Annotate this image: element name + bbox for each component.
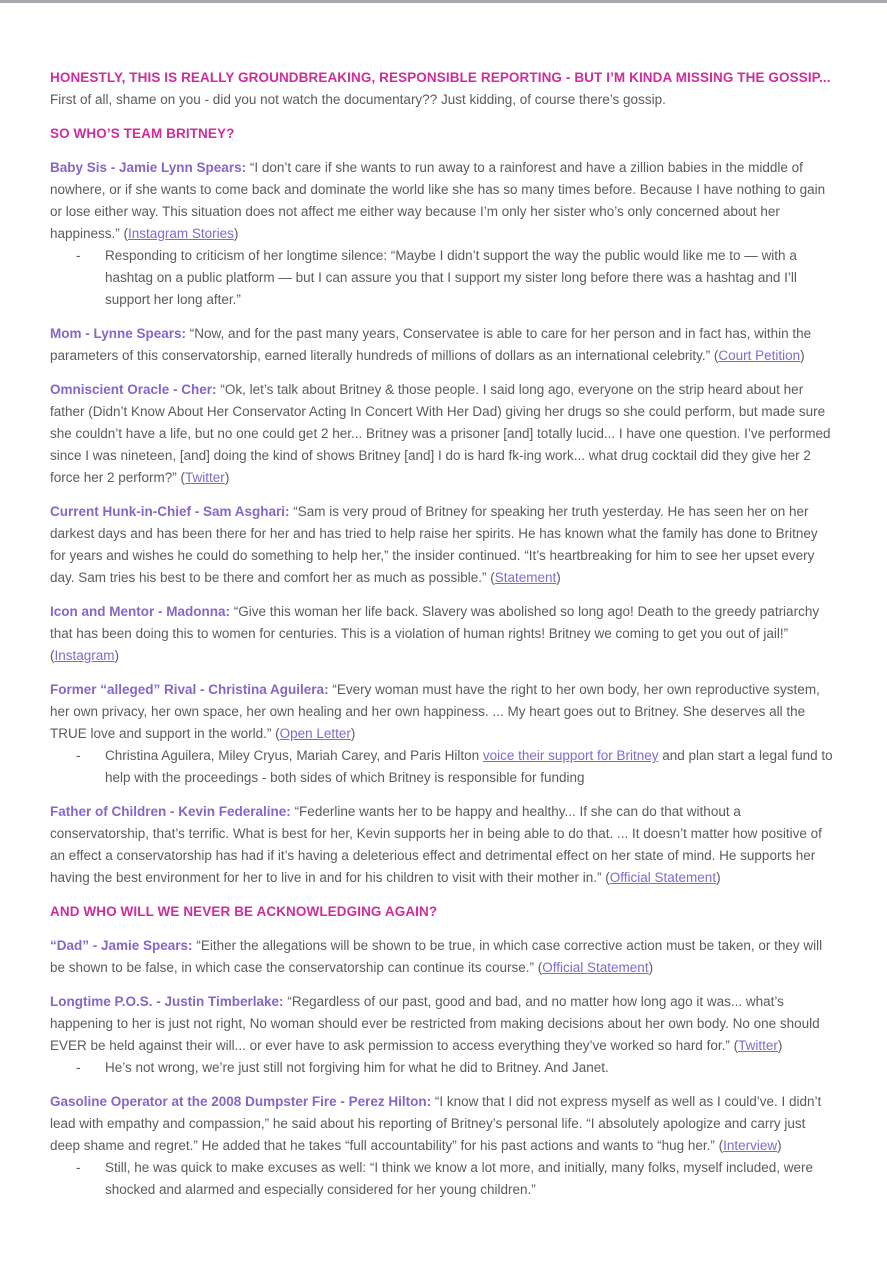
entry-cher	[50, 379, 837, 489]
quote-text: Responding to criticism of her longtime silence: “Maybe I didn’t support the way the public would like me to — with a hashtag on a public platform — but I can assure you that I support my sister long before there was a hashtag and I’ll support her long after.”	[105, 248, 797, 307]
entry-jamie-lynn-spears	[50, 157, 837, 311]
entry-label-jamie-lynn-spears: Baby Sis - Jamie Lynn Spears:	[50, 160, 247, 175]
quote-text: )	[777, 1138, 782, 1153]
quote-text: “I know that I did not express myself as well as I could’ve. I didn’t lead with empathy and compassion,” he said about his reporting of Britney’s personal life. “I absolutely apologize and carry just deep shame and regret.” He added that he takes “full accountability” for his past actions and wants to “hug her.” (	[50, 1094, 822, 1153]
entry-madonna	[50, 601, 837, 667]
entry-paragraph-justin-timberlake	[50, 991, 837, 1057]
entry-sam-asghari	[50, 501, 837, 589]
quote-text: )	[777, 1038, 783, 1053]
intro-text: First of all, shame on you - did you not watch the documentary?? Just kidding, of course there’s gossip.	[50, 92, 666, 107]
quote-text: “Now, and for the past many years, Conservatee is able to care for her person and in fact has, within the parameters of this conservatorship, earned literally hundreds of millions of dollars as an international celebrity.” (	[50, 326, 812, 363]
entry-label-kevin-federline: Father of Children - Kevin Federaline:	[50, 804, 291, 819]
jamie-lynn-spears-link[interactable]: Instagram Stories	[128, 226, 234, 241]
kevin-federline-link[interactable]: Official Statement	[609, 870, 717, 885]
quote-text: )	[350, 726, 356, 741]
quote-text: “Federline wants her to be happy and healthy... If she can do that without a conservatorship, that’s terrific. What is best for her, Kevin supports her in being able to do that. ... It doesn’t matter how positive of an effect a conservatorship has had if it’s having a deleterious effect and detrimental effect on her state of mind. He supports her having the best environment for her to live in and for his children to visit with their mother in.” (	[50, 804, 822, 885]
entry-label-lynne-spears: Mom - Lynne Spears:	[50, 326, 187, 341]
entry-paragraph-christina-aguilera	[50, 679, 837, 745]
quote-text: )	[800, 348, 805, 363]
bullet-justin-timberlake-1	[50, 1057, 837, 1079]
entry-perez-hilton	[50, 1091, 837, 1201]
quote-text: “Give this woman her life back. Slavery was abolished so long ago! Death to the greedy patriarchy that has been doing this to women for centuries. This is a violation of human rights! Britney we coming to get you out of jail!” (	[50, 604, 820, 663]
bullet-jamie-lynn-spears-1	[50, 245, 837, 311]
entry-christina-aguilera	[50, 679, 837, 789]
entry-label-jamie-spears: “Dad” - Jamie Spears:	[50, 938, 193, 953]
sam-asghari-link[interactable]: Statement	[494, 570, 557, 585]
quote-text: )	[114, 648, 120, 663]
entry-paragraph-kevin-federline	[50, 801, 837, 889]
bullet-perez-hilton-1	[50, 1157, 837, 1201]
intro-heading: HONESTLY, THIS IS REALLY GROUNDBREAKING, RESPONSIBLE REPORTING - BUT I’M KINDA MISSING THE GOSSIP...	[50, 70, 831, 85]
quote-text: and plan start a legal fund to help with the proceedings - both sides of which Britney is responsible for funding	[105, 748, 833, 785]
quote-text: “Every woman must have the right to her own body, her own reproductive system, her own privacy, her own space, her own healing and her own happiness. ... My heart goes out to Britney. She deserves all the TRUE love and support in the world.” (	[50, 682, 820, 741]
quote-text: Still, he was quick to make excuses as well: “I think we know a lot more, and initially, many folks, myself included, were shocked and alarmed and especially considered for her young children.”	[105, 1160, 814, 1197]
entry-paragraph-jamie-lynn-spears	[50, 157, 837, 245]
bullet-marker: -	[76, 1160, 81, 1175]
bullet-marker: -	[76, 248, 81, 263]
entry-lynne-spears	[50, 323, 837, 367]
quote-text: “Regardless of our past, good and bad, and no matter how long ago it was... what’s happening to her is just not right, No woman should ever be restricted from making decisions about her own body. No one should EVER be held against their will... or ever have to ask permission to access everything they’ve worked so hard for.” (	[50, 994, 820, 1053]
bullet-christina-aguilera-1	[50, 745, 837, 789]
bullet-marker: -	[76, 748, 81, 763]
quote-text: )	[233, 226, 239, 241]
madonna-link[interactable]: Instagram	[54, 648, 115, 663]
perez-hilton-link[interactable]: Interview	[723, 1138, 778, 1153]
quote-text: He’s not wrong, we’re just still not forgiving him for what he did to Britney. And Janet.	[105, 1060, 609, 1075]
group-heading-1: SO WHO’S TEAM BRITNEY?	[50, 126, 235, 141]
quote-text: )	[648, 960, 654, 975]
entry-paragraph-cher	[50, 379, 837, 489]
christina-aguilera-link[interactable]: Open Letter	[279, 726, 351, 741]
christina-aguilera-bullet-1-link[interactable]: voice their support for Britney	[482, 748, 659, 763]
entry-paragraph-lynne-spears	[50, 323, 837, 367]
cher-link[interactable]: Twitter	[185, 470, 225, 485]
quote-text: )	[716, 870, 721, 885]
quote-text: “Ok, let’s talk about Britney & those people. I said long ago, everyone on the strip heard about her father (Didn’t Know About Her Conservator Acting In Concert With Her Dad) giving her drugs so she could perform, but made sure she couldn’t have a life, but no one could get 2 her... Britney was a prisoner [and] totally lucid... I have one question. I’ve performed since I was nineteen, [and] doing the kind of shows Britney [and] I do is hard fk-ing work... what drug cocktail did they give her 2 force her 2 perform?” (	[50, 382, 831, 485]
entry-label-justin-timberlake: Longtime P.O.S. - Justin Timberlake:	[50, 994, 284, 1009]
entry-paragraph-perez-hilton	[50, 1091, 837, 1157]
entry-label-cher: Omniscient Oracle - Cher:	[50, 382, 217, 397]
entry-label-christina-aguilera: Former “alleged” Rival - Christina Aguilera:	[50, 682, 329, 697]
quote-text: )	[556, 570, 561, 585]
quote-text: “Sam is very proud of Britney for speaking her truth yesterday. He has seen her on her darkest days and has been there for her and has tried to help raise her spirits. He has known what the family has done to Britney for years and wishes he could do something to help her,” the insider continued. “It’s heartbreaking for him to see her upset every day. Sam tries his best to be there and comfort her as much as possible.” (	[50, 504, 818, 585]
entry-paragraph-jamie-spears	[50, 935, 837, 979]
quote-text: )	[224, 470, 230, 485]
lynne-spears-link[interactable]: Court Petition	[718, 348, 801, 363]
entry-label-sam-asghari: Current Hunk-in-Chief - Sam Asghari:	[50, 504, 290, 519]
quote-text: Christina Aguilera, Miley Cryus, Mariah Carey, and Paris Hilton	[105, 748, 483, 763]
groups	[50, 123, 837, 1201]
entry-paragraph-sam-asghari	[50, 501, 837, 589]
justin-timberlake-link[interactable]: Twitter	[738, 1038, 778, 1053]
entry-jamie-spears	[50, 935, 837, 979]
entry-label-madonna: Icon and Mentor - Madonna:	[50, 604, 230, 619]
entry-justin-timberlake	[50, 991, 837, 1079]
entry-label-perez-hilton: Gasoline Operator at the 2008 Dumpster Fire - Perez Hilton:	[50, 1094, 432, 1109]
group-heading-2: AND WHO WILL WE NEVER BE ACKNOWLEDGING AGAIN?	[50, 904, 438, 919]
quote-text: “Either the allegations will be shown to be true, in which case corrective action must be taken, or they will be shown to be false, in which case the conservatorship can continue its course.” (	[50, 938, 823, 975]
jamie-spears-link[interactable]: Official Statement	[542, 960, 649, 975]
entry-paragraph-madonna	[50, 601, 837, 667]
entry-kevin-federline	[50, 801, 837, 889]
document-body	[0, 3, 887, 1273]
quote-text: “I don’t care if she wants to run away to a rainforest and have a zillion babies in the middle of nowhere, or if she wants to come back and dominate the world like she has so many times before. Because I have nothing to gain or lose either way. This situation does not affect me either way because I’m only her sister who’s only concerned about her happiness.” (	[50, 160, 826, 241]
bullet-marker: -	[76, 1060, 81, 1075]
